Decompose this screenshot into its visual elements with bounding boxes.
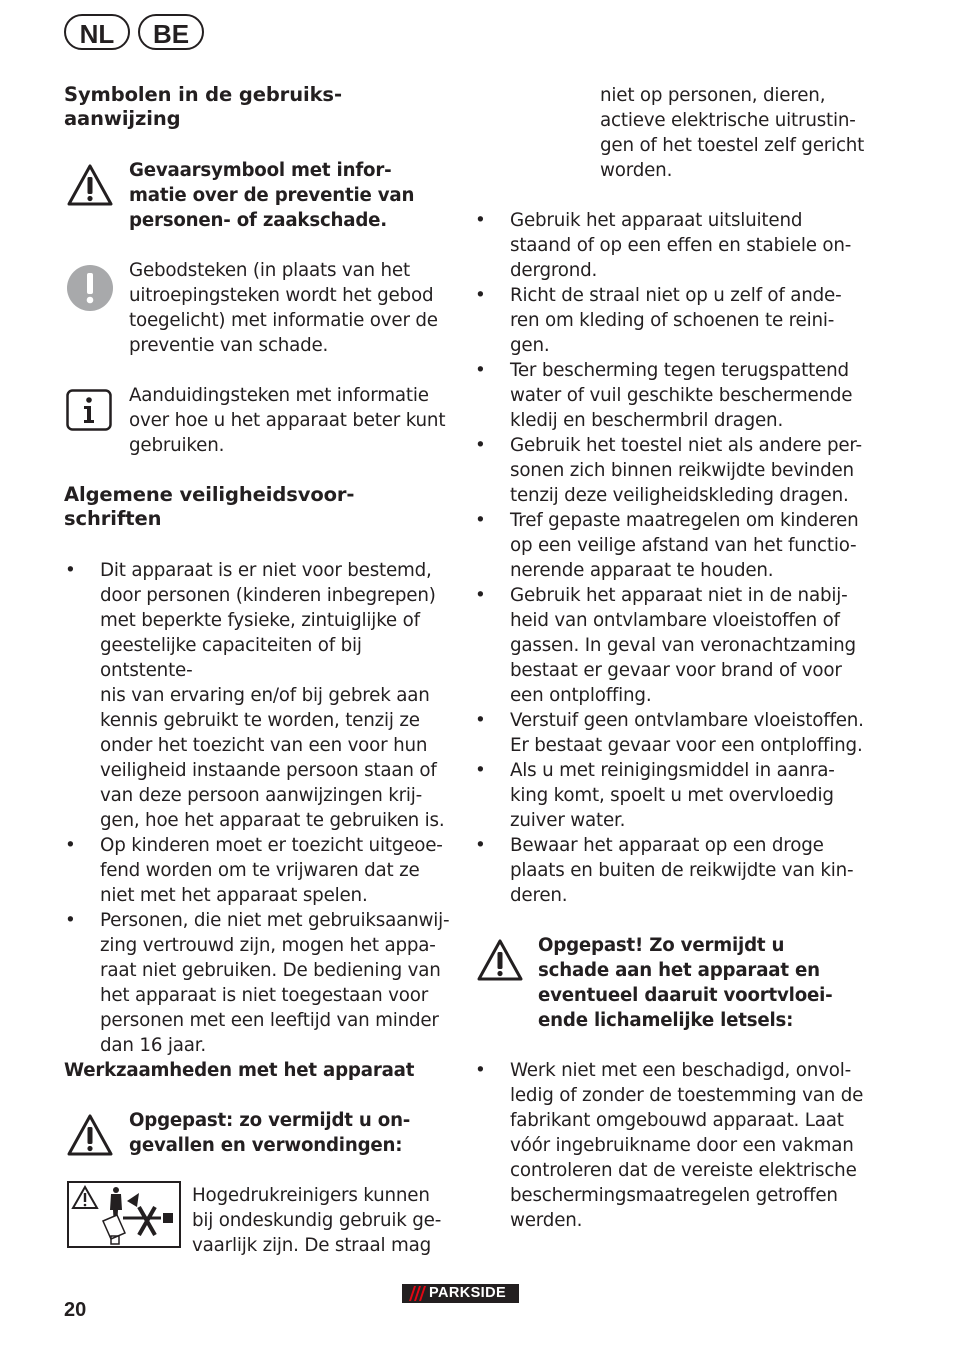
mandatory-sign-description: Gebodsteken (in plaats van het uitroepingsteken wordt het gebod toegelicht) met informatie over de preventie van schade. bbox=[129, 260, 438, 356]
mandatory-exclamation-icon bbox=[66, 264, 114, 312]
list-item: • Werk niet met een beschadigd, onvol- ledig of zonder de toestemming van de fabrikant omgebouwd apparaat. Laat vóór ingebruikname door een vakman controleren dat de vereiste elektrische beschermingsmaatregelen getroffen werden. bbox=[475, 1058, 895, 1233]
list-item: • Gebruik het apparaat uitsluitend staand of op een effen en stabiele on- dergrond. bbox=[475, 208, 895, 283]
list-item: • Bewaar het apparaat op een droge plaats en buiten de reikwijdte van kin- deren. bbox=[475, 833, 895, 908]
list-item: • Dit apparaat is er niet voor bestemd, door personen (kinderen inbegrepen) met beperkte fysieke, zintuiglijke of geestelijke capaciteiten of bij ontstente- nis van ervaring en/of bij gebrek aan kennis gebruikt te worden, tenzij ze onder het toezicht van een voor hun veiligheid instaande persoon staan of van deze persoon aanwijzingen krij- gen, hoe het apparaat te gebruiken is. bbox=[65, 558, 455, 833]
list-item: • Als u met reinigingsmiddel in aanra- king komt, spoelt u met overvloedig zuiver water. bbox=[475, 758, 895, 833]
work-heading: Werkzaamheden met het apparaat bbox=[64, 1060, 415, 1081]
pressure-washer-text: Hogedrukreinigers kunnen bij ondeskundig gebruik ge- vaarlijk zijn. De straal mag bbox=[192, 1185, 442, 1256]
warning-triangle-icon bbox=[66, 163, 114, 207]
work-warning-text: Opgepast: zo vermijdt u on- gevallen en verwondingen: bbox=[129, 1110, 411, 1156]
device-damage-warning-text: Opgepast! Zo vermijdt u schade aan het apparaat en eventueel daaruit voortvloei- ende lichamelijke letsels: bbox=[538, 935, 833, 1031]
list-item: • Verstuif geen ontvlambare vloeistoffen. Er bestaat gevaar voor een ontploffing. bbox=[475, 708, 895, 758]
list-item: • Richt de straal niet op u zelf of ande- ren om kleding of schoenen te reini- gen. bbox=[475, 283, 895, 358]
lang-tag-nl bbox=[64, 14, 130, 50]
device-damage-list bbox=[475, 1058, 895, 1233]
right-safety-list bbox=[475, 208, 895, 908]
brand-name: PARKSIDE bbox=[429, 1285, 507, 1301]
list-item: • Op kinderen moet er toezicht uitgeoe- fend worden om te vrijwaren dat ze niet met het apparaat spelen. bbox=[65, 833, 455, 908]
pressure-washer-warning-icon bbox=[67, 1181, 181, 1248]
list-item: • Gebruik het toestel niet als andere per- sonen zich binnen reikwijdte bevinden tenzij deze veiligheidskleding dragen. bbox=[475, 433, 895, 508]
general-safety-heading: Algemene veiligheidsvoor- schriften bbox=[64, 483, 355, 530]
list-item: • Gebruik het apparaat niet in de nabij- heid van ontvlambare vloeistoffen of gassen. In geval van veronachtzaming bestaat er gevaar voor brand of voor een ontploffing. bbox=[475, 583, 895, 708]
warning-triangle-icon bbox=[66, 1113, 114, 1157]
info-sign-description: Aanduidingsteken met informatie over hoe u het apparaat beter kunt gebruiken. bbox=[129, 385, 446, 456]
lang-nl-label: NL bbox=[79, 19, 115, 49]
lang-be-label: BE bbox=[152, 19, 190, 49]
lang-tag-be bbox=[138, 14, 204, 50]
danger-symbol-description: Gevaarsymbool met infor- matie over de preventie van personen- of zaakschade. bbox=[129, 160, 415, 231]
warning-triangle-icon bbox=[476, 938, 524, 982]
parkside-logo bbox=[402, 1284, 519, 1303]
list-item: • Tref gepaste maatregelen om kinderen op een veilige afstand van het functio- nerende apparaat te houden. bbox=[475, 508, 895, 583]
general-safety-list bbox=[65, 558, 455, 1058]
right-column-continuation: niet op personen, dieren, actieve elektrische uitrustin- gen of het toestel zelf gericht worden. bbox=[600, 85, 865, 181]
list-item: • Ter bescherming tegen terugspattend water of vuil geschikte beschermende kledij en beschermbril dragen. bbox=[475, 358, 895, 433]
info-icon bbox=[66, 389, 112, 431]
symbols-heading: Symbolen in de gebruiks- aanwijzing bbox=[64, 83, 342, 130]
page-number: 20 bbox=[64, 1299, 87, 1321]
list-item: • Personen, die niet met gebruiksaanwij- zing vertrouwd zijn, mogen het appa- raat niet gebruiken. De bediening van het apparaat is niet toegestaan voor personen met een leeftijd van minder dan 16 jaar. bbox=[65, 908, 455, 1058]
